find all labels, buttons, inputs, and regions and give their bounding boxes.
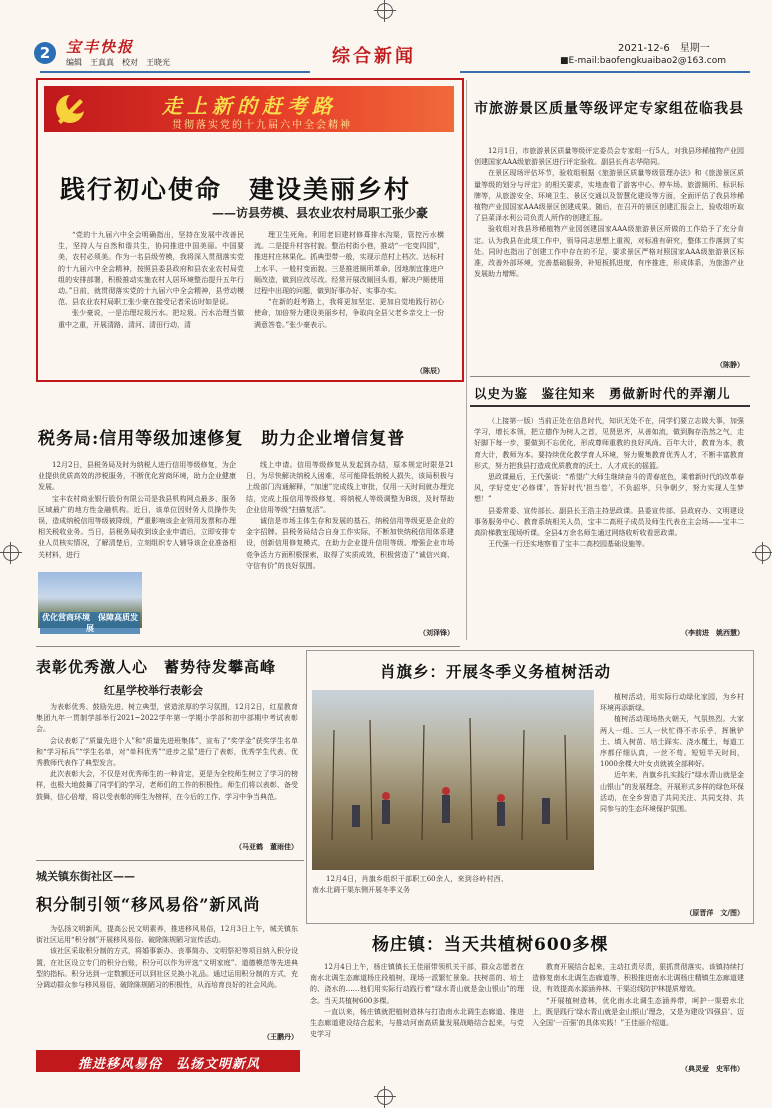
yang-article-title: 杨庄镇：当天共植树600多棵 <box>372 935 609 955</box>
registration-mark-bottom <box>377 1089 393 1105</box>
tax-article-col2: 线上申请。信用等级修复从发起到办结，原本规定时限是21日，为尽快解决纳税人困难，尽可能降低纳税人损失，该局积极与上级部门沟通解释，“加速”完成线上审批，仅用一天时间就办理完结，完成上报信用等级修复，将纳税人等级调整为B级，及时帮助企业信用等级“扫描复活”。 诚信是市场主体生存和发展的基石，纳税信用等级更是企业的金字招牌。县税务局结合自身工作实际，不断加快纳税信用体系建设，创新信用修复模式，在助力企业提升信用等级、增强企业市场竞争活力方面积极探索，取得了实质成效，积极营造了“诚信兴商、守信有价”的良好氛围。 <box>246 461 454 570</box>
editor-credits: 编辑 王真真 校对 王晓光 <box>66 58 170 67</box>
registration-mark-left <box>3 545 19 561</box>
yang-article-author: （典灵爱 史军伟） <box>681 1064 744 1073</box>
tourism-article-body: 12月1日，市旅游景区质量等级评定委员会专家组一行5人，对我县珍稀植物产业园创建国家AAA级旅游景区进行评定验收。副县长肖志华陪同。 在景区现场评估环节，验收组根据《旅游景区质量等级管理办法》和《旅游景区质量等级的划分与评定》的相关要求，实地查看了游客中心、停车场、旅游厕所、标识标牌等，从旅游安全、环境卫生、景区交通以及智慧化建设等方面，全面评估了我县珍稀植物产业园国家AAA级景区创建成果。随后，在召开的景区创建汇报会上，验收组听取了县菜泽水利公司负责人所作的创建汇报。 验收组对我县珍稀植物产业园创建国家AAA级旅游景区所做的工作给予了充分肯定。认为我县在此项工作中，领导同志思想上重视，对标准有研究，整体工作落到了实处。同时也指出了创建工作中存在的不足，要求景区严格对照国家AAA级旅游景区标准，改善外部环境，完善基础服务，补短板抓进度，有序推进，形成体系，为旅游产业发展助力增辉。 <box>474 147 744 279</box>
tree-planting-photo <box>312 690 594 870</box>
main-article-title: 践行初心使命 建设美丽乡村 <box>60 175 412 204</box>
column-divider <box>466 80 467 640</box>
header-rule-left <box>40 71 310 73</box>
award-article-subtitle: 红星学校举行表彰会 <box>104 684 203 697</box>
issue-date: 2021-12-6 星期一 <box>618 43 710 54</box>
main-article-col1: “党的十九届六中全会明确指出，坚持在发展中改善民生，坚持人与自然和谐共生，协同推进中国美丽。中国要美，农村必须美。作为一名县级劳模，我将深入贯彻落实党的十九届六中全会精神，按照县委县政府和县农业农村局党组的安排部署，积极推动实施农村人居环境整治提升五年行动。”日前，就贯彻落实党的十九届六中全会精神，县劳动模范、县农业农村局职工张少豪在接受记者采访时如是说。 张少豪说，一是治理垃圾污水。把垃圾、污水治理当做重中之重，开展清路、清河、清田行动，清 <box>58 231 244 329</box>
banner-title: 走上新的赶考路 <box>162 94 337 118</box>
yang-article-col2: 教育开展结合起来，主动扛责尽责，狠抓贯彻落实。该镇持续打造修复南水北调生态廊道等，积极推进南水北调杨庄精镇生态廊道建设，有效提高水源涵养林、干渠沿线防护林提质增效。 “开展植树造林，优化南水北调生态涵养带，呵护一渠碧水北上，既是践行‘绿水青山就是金山银山’理念，又是为建设‘四强县’、迈入全国‘一百强’的具体实践！”王佳丽介绍道。 <box>532 963 744 1028</box>
main-article-subtitle: ——访县劳模、县农业农村局职工张少豪 <box>212 206 429 220</box>
tax-article-author: （刘泽锋） <box>419 628 454 637</box>
integral-article-body: 为弘扬文明新风，提高公民文明素养，推进移风易俗，12月3日上午，城关镇东街社区运用“积分制”开展移风易俗、破除陈规陋习宣传活动。 该社区采取积分制的方式，将婚事新办、丧事简办、文明祭祀等项目纳入积分设置，在社区设立专门的积分台账，积分可以作为评选“文明家庭”、道德模范等先进典型的指标。积分达到一定数额还可以到社区兑换小礼品。通过运用积分制的方式，充分调动群众参与移风易俗，破除陈规陋习的积极性，从而培育良好的社会风尚。 <box>36 925 298 990</box>
footer-slogan: 推进移风易俗 弘扬文明新风 <box>77 1057 260 1072</box>
history-article-title: 以史为鉴 鉴往知来 勇做新时代的弄潮儿 <box>474 386 731 401</box>
integral-article-author: （王鹏丹） <box>263 1032 298 1041</box>
integral-article-title: 积分制引领“移风易俗”新风尚 <box>36 895 261 914</box>
registration-mark-right <box>755 545 771 561</box>
section-title: 综合新闻 <box>332 46 416 67</box>
integral-article-kicker: 城关镇东街社区—— <box>36 870 135 883</box>
yang-article-col1: 12月4日上午，杨庄镇镇长王佳丽带领机关干部，群众志愿者在南水北调生态廊道杨庄段植树，现场一派繁忙景象。扶树苗的、培土的、浇水的……他们用实际行动践行着“绿水青山就是金山银山”的理念。当天共植树600多棵。 一直以来，杨庄镇就把植树造林与打造南水北调生态廊道、推进生态廊道建设结合起来，与推动河南高质量发展战略结合起来，与党史学习 <box>310 963 524 1039</box>
page-number-badge: 2 <box>34 42 56 64</box>
banner-subtitle: 贯彻落实党的十九届六中全会精神 <box>172 120 352 131</box>
header-rule-right <box>460 71 750 73</box>
main-article-author: （陈辰） <box>416 366 444 375</box>
city-photo <box>38 572 142 633</box>
xiaoqi-article-body: 植树活动，用实际行动绿化家园，为乡村环境再添新绿。 植树活动现场热火朝天，气氛热烈。大家两人一组、三人一伙忙得不亦乐乎，挥锹铲土、填入树苗、培土踩实、浇水覆土，每道工序都仔细认真，一丝不苟。短短半天时间，1000余棵大叶女贞就被全部种好。 近年来，肖旗乡扎实践行“绿水青山就是金山银山”的发展理念，开展形式多样的绿色环保活动，在全乡营造了共同关注、共同支持、共同参与的生态环境保护氛围。 <box>600 693 744 814</box>
award-article-body: 为表彰优秀、鼓励先进、树立典型，营造浓厚的学习氛围，12月2日，红星教育集团九年一贯制学部举行2021~2022学年第一学期小学部和初中部期中考试表彰会。 会议表彰了“质量先进个人”和“质量先进班集体”，宣布了“奖学金”获奖学生名单和“学习标兵”“学生名单，对“单科优秀”“进步之星”进行了表彰，优秀学生代表、优秀教师代表作了典型发言。 此次表彰大会，不仅是对优秀师生的一种肯定，更是为全校师生树立了学习的榜样，也极大地鼓舞了同学们的学习，老师们的工作的积极性。师生们将以表彰、备受鼓舞，信心倍增，将以受表彰的师生为榜样，在今后的工作、学习中争当典范。 <box>36 703 298 801</box>
history-article-body: （上接第一版）当前正处在信息时代，知识无处不在，同学们要立志做大事，加强学习，增长本领，把立德作为树人之首，见贤思齐，从善如流，做到胸存浩然之气，走好脚下每一步，要做到不忘优化，形成尊师重教的良好风尚。百年大计，教育为本，教育大计，教师为本。要持续优化教学育人环境，努力聚集教育优秀人才，不断丰富教育形式，努力把我县打造成优质教育的沃土、人才成长的摇篮。 思政课最后，王代强说：“希望广大师生继续奋斗的青春底色，乘着新时代的改革春风，学好党史‘必修课’，答好时代‘担当卷’，不负韶华，只争朝夕，努力实现人生梦想！” 县委常委、宣传部长、副县长王浩主持思政课。县委宣传部、县政府办、文明建设事务服务中心、教育系统相关人员，宝丰二高班子成员及师生代表在主会场——宝丰二高阶梯教室现场听课。全县4万余名师生通过网络收听收看思政课。 王代强一行还实地察看了宝丰二高校园基础设施等。 <box>474 417 744 549</box>
xiaoqi-article-author: （原晋洋 文/图） <box>685 908 744 917</box>
tax-article-col1: 12月2日，县税务局及时为纳税人进行信用等级修复，为企业提供优质高效的涉税服务，不断优化营商环境，助力企业健康发展。 宝丰农村商业银行股份有限公司是我县机构网点最多、服务区域最广的地方性金融机构。近日，该单位因财务人员操作失误，造成纳税信用等级被降级，严重影响该企业领用发票和办理相关税收业务。当日，县税务局收到该企业申请后，立即安排专业人员核实情况，了解清楚后，立刻组织专人辅导该企业准备相关材料，进行 <box>38 461 236 559</box>
photo-caption-overlay: 优化营商环境 保障高质发展 <box>42 612 138 633</box>
tourism-article-title: 市旅游景区质量等级评定专家组莅临我县 <box>474 101 744 117</box>
award-article-author: （马亚鹤 董雨佳） <box>235 842 298 851</box>
divider-tax <box>36 646 460 647</box>
xiaoqi-article-title: 肖旗乡：开展冬季义务植树活动 <box>380 662 612 681</box>
party-emblem-icon <box>50 89 90 129</box>
tax-article-title: 税务局:信用等级加速修复 助力企业增信复普 <box>38 429 406 449</box>
xiaoqi-photo-caption: 12月4日，肖旗乡组织干部职工60余人，来到谷岭村西、南水北调干渠东侧开展冬季义务 <box>312 875 508 895</box>
tourism-article-author: （陈静） <box>716 360 744 369</box>
contact-email: ■E-mail:baofengkuaibao2@163.com <box>560 56 726 66</box>
registration-mark-top <box>377 3 393 19</box>
paper-name: 宝丰快报 <box>66 38 135 56</box>
history-article-author: （李前进 姚西慧） <box>681 628 744 637</box>
photo-illustration <box>312 690 594 870</box>
divider-award <box>36 860 304 861</box>
history-title-rule <box>470 405 750 407</box>
banner <box>44 86 454 132</box>
divider-tourism <box>470 376 750 377</box>
main-article-col2: 理卫生死角。利用老旧建材修葺排水沟渠，管控污水横流。二是提升村容村貌。整治村街小巷，推动“一宅变四园”，推进村庄林果化。抓典型带一般，实现示范村上档次、达标村上水平、一般村变面貌。三是推进厕所革命。因地制宜推进户厕改造，做到应改尽改。经常开展改厕回头看，解决户厕使用过程中出现的问题，做到好事办好、实事办实。 “在新的赶考路上，我将更加坚定、更加自觉地践行初心使命，加倍努力建设美丽乡村，争取向全县父老乡亲交上一份满意答卷。”张少豪表示。 <box>254 231 444 329</box>
award-article-title: 表彰优秀激人心 蓄势待发攀高峰 <box>36 658 277 676</box>
